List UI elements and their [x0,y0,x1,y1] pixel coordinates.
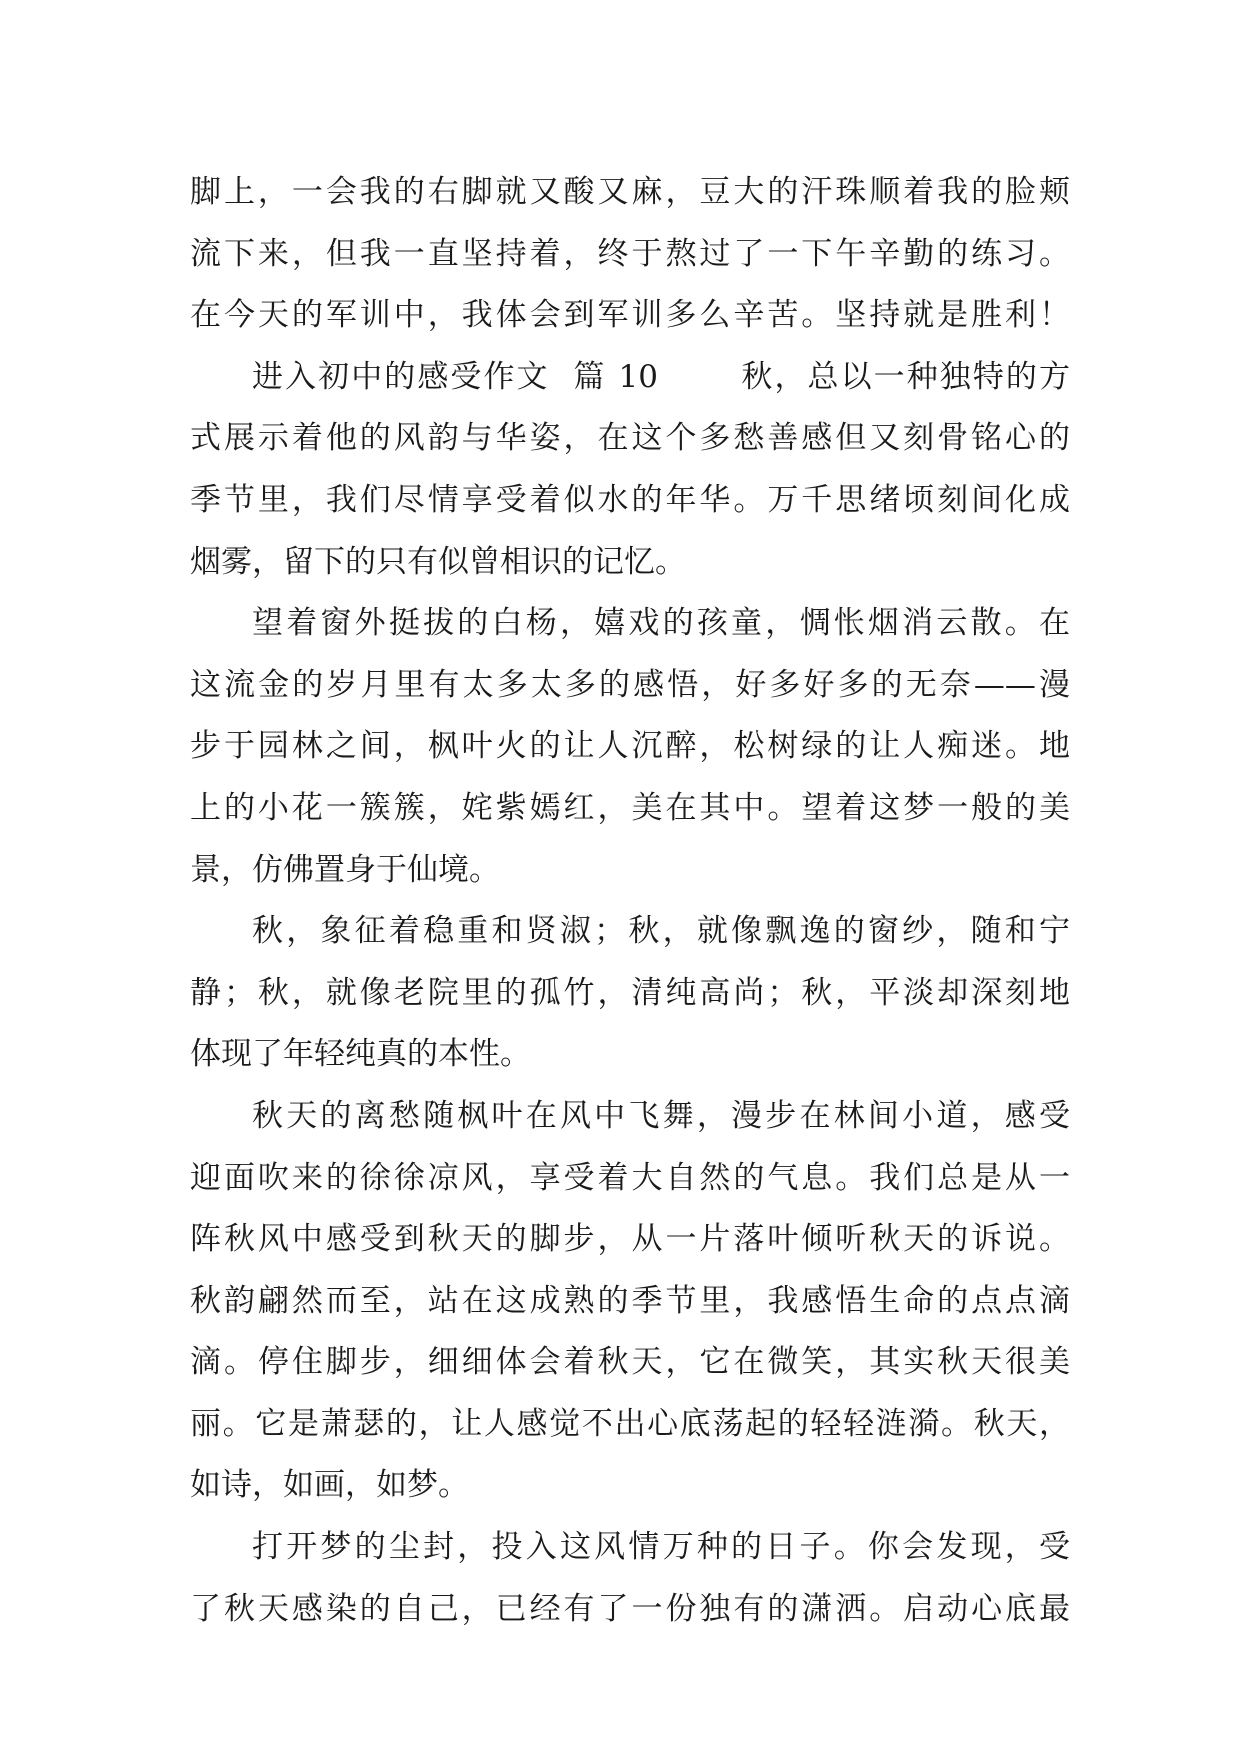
text-line: 如诗，如画，如梦。 [190,1467,469,1504]
text-line: 秋韵翩然而至，站在这成熟的季节里，我感悟生命的点点滴 [190,1282,1070,1319]
text-line: 季节里，我们尽情享受着似水的年华。万千思绪顷刻间化成 [190,481,1070,518]
text-line: 打开梦的尘封，投入这风情万种的日子。你会发现，受 [252,1529,1070,1566]
text-line: 式展示着他的风韵与华姿，在这个多愁善感但又刻骨铭心的 [190,420,1070,457]
text-line: 秋天的离愁随枫叶在风中飞舞，漫步在林间小道，感受 [252,1097,1070,1134]
text-line: 上的小花一簇簇，姹紫嫣红，美在其中。望着这梦一般的美 [190,789,1070,826]
text-line: 进入初中的感受作文 篇 10 秋，总以一种独特的方 [252,358,1070,395]
text-line: 景，仿佛置身于仙境。 [190,851,500,888]
text-line: 体现了年轻纯真的本性。 [190,1036,531,1073]
text-line: 秋，象征着稳重和贤淑；秋，就像飘逸的窗纱，随和宁 [252,913,1070,950]
text-line: 流下来，但我一直坚持着，终于熬过了一下午辛勤的练习。 [190,235,1070,272]
text-line: 滴。停住脚步，细细体会着秋天，它在微笑，其实秋天很美 [190,1344,1070,1381]
text-line: 了秋天感染的自己，已经有了一份独有的潇洒。启动心底最 [190,1590,1070,1627]
text-line: 这流金的岁月里有太多太多的感悟，好多好多的无奈——漫 [190,666,1070,703]
text-line: 望着窗外挺拔的白杨，嬉戏的孩童，惆怅烟消云散。在 [252,605,1070,642]
text-line: 阵秋风中感受到秋天的脚步，从一片落叶倾听秋天的诉说。 [190,1221,1070,1258]
essay-body [190,162,1070,1640]
text-line: 脚上，一会我的右脚就又酸又麻，豆大的汗珠顺着我的脸颊 [190,174,1070,210]
text-line: 迎面吹来的徐徐凉风，享受着大自然的气息。我们总是从一 [190,1159,1070,1196]
text-line: 静；秋，就像老院里的孤竹，清纯高尚；秋，平淡却深刻地 [190,974,1070,1011]
text-line: 烟雾，留下的只有似曾相识的记忆。 [190,543,686,580]
text-line: 步于园林之间，枫叶火的让人沉醉，松树绿的让人痴迷。地 [190,728,1070,765]
text-line: 在今天的军训中，我体会到军训多么辛苦。坚持就是胜利！ [190,297,1070,334]
text-line: 丽。它是萧瑟的，让人感觉不出心底荡起的轻轻涟漪。秋天， [190,1405,1070,1442]
